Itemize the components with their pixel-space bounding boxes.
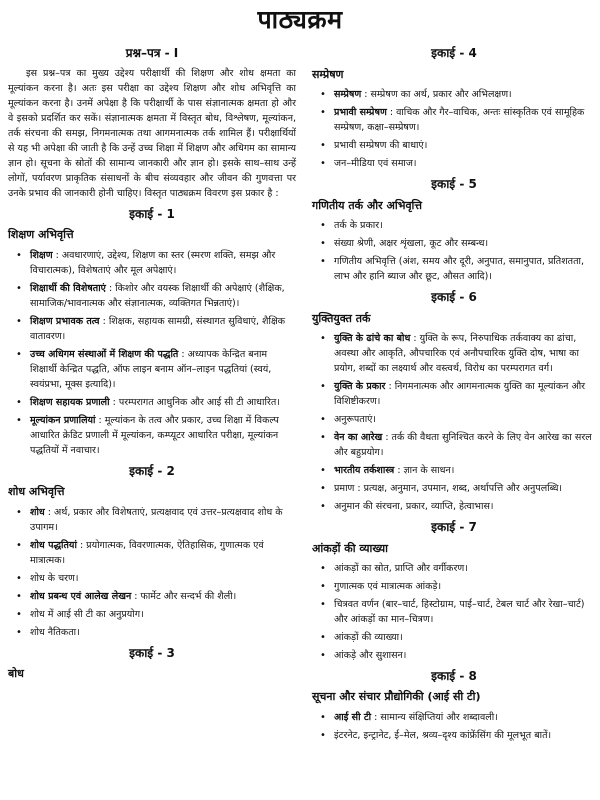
left-column	[8, 40, 296, 687]
paper-heading: प्रश्न–पत्र - I	[125, 46, 179, 60]
list-item	[312, 630, 596, 645]
item-text: : अर्थ, प्रकार और विशेषताएं, प्रत्यक्षवाद एवं उत्तर–प्रत्यक्षवाद शोध के उपागम।	[30, 506, 283, 533]
bullet-icon: •	[320, 649, 326, 661]
unit-2-title: शोध अभिवृत्ति	[8, 485, 65, 499]
bullet-icon: •	[320, 580, 326, 592]
list-item	[312, 710, 596, 725]
item-term: सम्प्रेषण	[334, 88, 362, 100]
list-item	[312, 236, 596, 251]
bullet-icon: •	[16, 539, 22, 551]
list-item	[8, 347, 296, 392]
item-text: : किशोर और वयस्क शिक्षार्थी की अपेक्षाएं (शैक्षिक, सामाजिक/भावनात्मक और संज्ञानात्मक, व्यक्तिगत भिन्नताएं)।	[30, 282, 285, 309]
list-item	[312, 728, 596, 743]
item-text: : वाचिक और गैर–वाचिक, अन्तः सांस्कृतिक एवं सामूहिक सम्प्रेषण, कक्षा–सम्प्रेषण।	[334, 106, 585, 133]
item-text: आंकड़ों की व्याख्या।	[334, 631, 403, 643]
bullet-icon: •	[320, 413, 326, 425]
list-item	[312, 561, 596, 576]
bullet-icon: •	[16, 348, 22, 360]
intro-paragraph: इस प्रश्न–पत्र का मुख्य उद्देश्य परीक्षार्थी की शिक्षण और शोध क्षमता का मूल्यांकन करना है। अतः इस परीक्षा का उद्देश्य शिक्षण और शोध अभिवृत्ति का मूल्यांकन करना है। उनमें अपेक्षा है कि परीक्षार्थी के पास संज्ञानात्मक क्षमता हो और वे इसको प्रदर्शित कर सकें। संज्ञानात्मक क्षमता में विस्तृत बोध, विश्लेषण, मूल्यांकन, तर्क संरचना की समझ, निगमनात्मक तथा आगमनात्मक तर्क शामिल हैं। परीक्षार्थियों से यह भी अपेक्षा की जाती है कि उन्हें उच्च शिक्षा में शिक्षण और अधिगम का सामान्य ज्ञान हो। सूचना के स्रोतों की सामान्य जानकारी और ज्ञान हो। इसके साथ–साथ उन्हें लोगों, पर्यावरण प्राकृतिक संसाधनों के बीच संव्यवहार और जीवन की गुणवत्ता पर उनके प्रभाव की जानकारी होनी चाहिए। विस्तृत पाठ्यक्रम विवरण इस प्रकार है :	[8, 67, 296, 199]
list-item	[312, 597, 596, 627]
item-text: शोध के चरण।	[30, 572, 79, 584]
bullet-icon: •	[320, 464, 326, 476]
item-term: शिक्षार्थी की विशेषताएं	[30, 282, 106, 294]
item-text: जन–मीडिया एवं समाज।	[334, 157, 417, 169]
unit-8-title: सूचना और संचार प्रौद्योगिकी (आई सी टी)	[312, 690, 481, 704]
list-item	[8, 314, 296, 344]
bullet-icon: •	[16, 506, 22, 518]
bullet-icon: •	[16, 414, 22, 426]
bullet-icon: •	[16, 249, 22, 261]
list-item	[312, 331, 596, 376]
item-text: प्रमाण : प्रत्यक्ष, अनुमान, उपमान, शब्द, अर्थापत्ति और अनुपलब्धि।	[334, 482, 563, 494]
bullet-icon: •	[320, 332, 326, 344]
item-text: संख्या श्रेणी, अक्षर शृंखला, कूट और सम्बन्ध।	[334, 237, 489, 249]
list-item	[312, 499, 596, 514]
unit-4-title: सम्प्रेषण	[312, 67, 344, 81]
list-item	[312, 379, 596, 409]
item-text: : युक्ति के रूप, निरुपाधिक तर्कवाक्य का ढांचा, अवस्था और आकृति, औपचारिक एवं अनौपचारिक युक्ति दोष, भाषा का प्रयोग, शब्दों का लक्ष्यार्थ और वस्त्वर्थ, विरोध का परम्परागत वर्ग।	[334, 332, 579, 374]
list-item	[312, 105, 596, 135]
list-item	[8, 395, 296, 410]
unit-2-list	[8, 505, 296, 640]
unit-7-title: आंकड़ों की व्याख्या	[312, 541, 389, 555]
bullet-icon: •	[320, 157, 326, 169]
unit-3-heading: इकाई - 3	[129, 645, 175, 660]
item-text: शोध नैतिकता।	[30, 626, 80, 638]
item-text: तर्क के प्रकार।	[334, 219, 383, 231]
list-item	[312, 218, 596, 233]
list-item	[312, 254, 596, 284]
item-text: : तर्क की वैधता सुनिश्चित करने के लिए वेन आरेख का सरल और बहुप्रयोग।	[334, 431, 592, 458]
unit-6-title: युक्तियुक्त तर्क	[312, 311, 371, 325]
unit-1-list	[8, 248, 296, 458]
item-text: : फार्मेट और सन्दर्भ की शैली।	[134, 590, 237, 602]
bullet-icon: •	[320, 380, 326, 392]
unit-6-heading: इकाई - 6	[431, 289, 477, 304]
item-term: मूल्यांकन प्रणालियां	[30, 414, 96, 426]
list-item	[8, 538, 296, 568]
list-item	[312, 648, 596, 663]
item-text: : निगमनात्मक और आगमनात्मक युक्ति का मूल्यांकन और विशिष्टीकरण।	[334, 380, 586, 407]
bullet-icon: •	[16, 315, 22, 327]
list-item	[8, 589, 296, 604]
right-column	[312, 40, 596, 747]
item-text: गुणात्मक एवं मात्रात्मक आंकड़े।	[334, 580, 442, 592]
item-term: प्रभावी सम्प्रेषण	[334, 106, 387, 118]
bullet-icon: •	[320, 139, 326, 151]
list-item	[8, 281, 296, 311]
unit-8-list	[312, 710, 596, 743]
unit-4-list	[312, 87, 596, 171]
item-term: उच्च अधिगम संस्थाओं में शिक्षण की पद्धति	[30, 348, 179, 360]
bullet-icon: •	[16, 396, 22, 408]
item-term: शिक्षण सहायक प्रणाली	[30, 396, 110, 408]
bullet-icon: •	[320, 255, 326, 267]
item-text: प्रभावी सम्प्रेषण की बाधाएं।	[334, 139, 428, 151]
list-item	[312, 87, 596, 102]
list-item	[312, 156, 596, 171]
list-item	[312, 412, 596, 427]
item-term: युक्ति के ढांचे का बोध	[334, 332, 411, 344]
item-text: गणितीय अभिवृत्ति (अंश, समय और दूरी, अनुपात, समानुपात, प्रतिशतता, लाभ और हानि ब्याज और छूट, औसत आदि)।	[334, 255, 584, 282]
unit-2-heading: इकाई - 2	[129, 463, 175, 478]
item-text: : मूल्यांकन के तत्व और प्रकार, उच्च शिक्षा में विकल्प आधारित क्रेडिट प्रणाली में मूल्यांकन, कम्प्यूटर आधारित परीक्षा, मूल्यांकन पद्धतियों में नवाचार।	[30, 414, 279, 456]
unit-5-title: गणितीय तर्क और अभिवृत्ति	[312, 198, 423, 212]
unit-1-heading: इकाई - 1	[129, 206, 175, 221]
item-text: चित्रवत वर्णन (बार–चार्ट, हिस्टोग्राम, पाई–चार्ट, टेबल चार्ट और रेखा–चार्ट) और आंकड़ों का मान–चित्रण।	[334, 598, 585, 625]
item-text: अनुरूपताएं।	[334, 413, 377, 425]
bullet-icon: •	[320, 500, 326, 512]
item-text: इंटरनेट, इन्ट्रानेट, ई–मेल, श्रव्य–दृश्य कांफ्रेंसिंग की मूलभूत बातें।	[334, 729, 552, 741]
item-text: : अध्यापक केन्द्रित बनाम शिक्षार्थी केन्द्रित पद्धति, ऑफ लाइन बनाम ऑन–लाइन पद्धतियां (स्वयं, स्वयंप्रभा, मूक्स इत्यादि)।	[30, 348, 272, 390]
list-item	[312, 579, 596, 594]
item-term: वेन का आरेख	[334, 431, 383, 443]
list-item	[8, 571, 296, 586]
unit-4-heading: इकाई - 4	[431, 46, 477, 60]
item-text: : अवधारणाएं, उद्देश्य, शिक्षण का स्तर (स्मरण शक्ति, समझ और विचारात्मक), विशेषताएं और मूल अपेक्षाएं।	[30, 249, 276, 276]
bullet-icon: •	[16, 608, 22, 620]
list-item	[8, 505, 296, 535]
item-text: : शिक्षक, सहायक सामग्री, संस्थागत सुविधाएं, शैक्षिक वातावरण।	[30, 315, 286, 342]
item-text: : प्रयोगात्मक, विवरणात्मक, ऐतिहासिक, गुणात्मक एवं मात्रात्मक।	[30, 539, 264, 566]
item-text: शोध में आई सी टी का अनुप्रयोग।	[30, 608, 144, 620]
item-text: आंकड़ों का स्रोत, प्राप्ति और वर्गीकरण।	[334, 562, 468, 574]
bullet-icon: •	[320, 237, 326, 249]
bullet-icon: •	[320, 482, 326, 494]
unit-8-heading: इकाई - 8	[431, 668, 477, 683]
bullet-icon: •	[16, 590, 22, 602]
list-item	[8, 248, 296, 278]
unit-7-heading: इकाई - 7	[431, 519, 477, 534]
item-term: शोध प्रबन्ध एवं आलेख लेखन	[30, 590, 132, 602]
list-item	[8, 607, 296, 622]
bullet-icon: •	[320, 431, 326, 443]
bullet-icon: •	[320, 106, 326, 118]
bullet-icon: •	[16, 282, 22, 294]
list-item	[8, 625, 296, 640]
list-item	[312, 138, 596, 153]
bullet-icon: •	[320, 219, 326, 231]
bullet-icon: •	[320, 711, 326, 723]
bullet-icon: •	[320, 598, 326, 610]
item-term: शिक्षण प्रभावक तत्व	[30, 315, 100, 327]
item-text: : परम्परागत आधुनिक और आई सी टी आधारित।	[112, 396, 280, 408]
bullet-icon: •	[320, 562, 326, 574]
item-term: युक्ति के प्रकार	[334, 380, 386, 392]
unit-3-title: बोध	[8, 667, 24, 681]
unit-1-title: शिक्षण अभिवृत्ति	[8, 228, 74, 242]
item-term: शोध	[30, 506, 45, 518]
item-text: : सम्प्रेषण का अर्थ, प्रकार और अभिलक्षण।	[364, 88, 512, 100]
bullet-icon: •	[16, 572, 22, 584]
item-text: : ज्ञान के साधन।	[397, 464, 455, 476]
item-term: भारतीय तर्कशास्त्र	[334, 464, 395, 476]
unit-5-list	[312, 218, 596, 284]
list-item	[312, 481, 596, 496]
list-item	[8, 413, 296, 458]
unit-6-list	[312, 331, 596, 514]
bullet-icon: •	[320, 88, 326, 100]
unit-7-list	[312, 561, 596, 663]
item-text: : सामान्य संक्षिप्तियां और शब्दावली।	[374, 711, 498, 723]
list-item	[312, 463, 596, 478]
item-text: अनुमान की संरचना, प्रकार, व्याप्ति, हेत्वाभास।	[334, 500, 494, 512]
unit-5-heading: इकाई - 5	[431, 176, 477, 191]
bullet-icon: •	[16, 626, 22, 638]
item-text: आंकड़े और सुशासन।	[334, 649, 407, 661]
item-term: शोध पद्धतियां	[30, 539, 77, 551]
item-term: आई सी टी	[334, 711, 372, 723]
page-title: पाठ्यक्रम	[257, 5, 343, 34]
bullet-icon: •	[320, 729, 326, 741]
item-term: शिक्षण	[30, 249, 53, 261]
bullet-icon: •	[320, 631, 326, 643]
list-item	[312, 430, 596, 460]
